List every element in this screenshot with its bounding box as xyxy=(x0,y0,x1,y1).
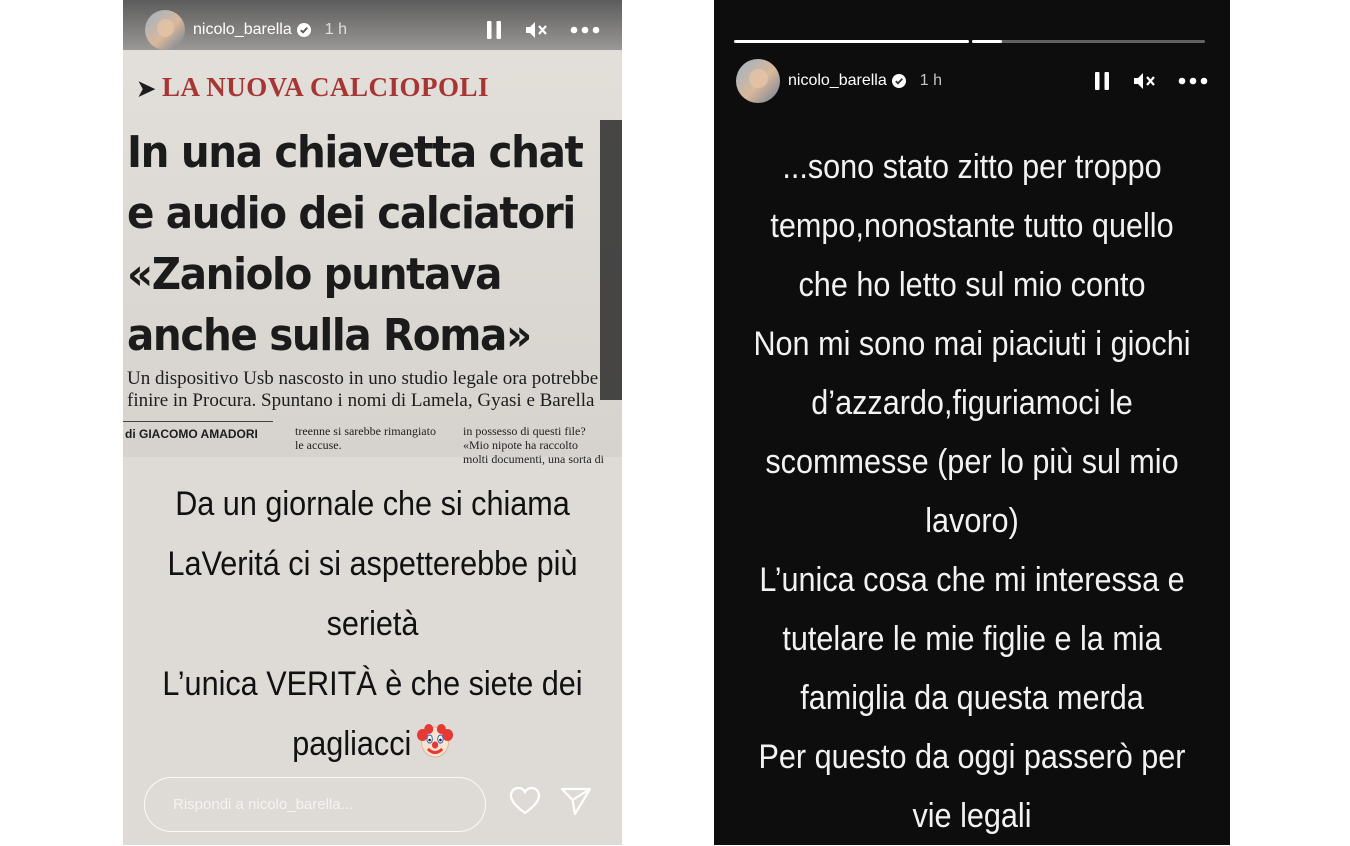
progress-fill xyxy=(972,40,1002,43)
progress-bar-1 xyxy=(734,40,969,43)
headline-line: anche sulla Roma» xyxy=(127,310,531,361)
more-icon[interactable] xyxy=(570,26,600,34)
text-line: che ho letto sul mio conto xyxy=(798,266,1146,304)
text-line: scommesse (per lo più sul mio xyxy=(765,443,1179,481)
clipping-byline: di GIACOMO AMADORI xyxy=(125,427,258,441)
verified-icon xyxy=(892,74,906,88)
reply-input[interactable] xyxy=(144,777,486,832)
clipping-deck: Un dispositivo Usb nascosto in uno studio legale ora potrebbe finire in Procura. Spuntano i nomi di Lamela, Gyasi e Barella xyxy=(127,368,599,411)
clipping-headline xyxy=(127,122,583,366)
username[interactable]: nicolo_barella xyxy=(788,72,887,89)
post-time: 1 h xyxy=(919,72,942,89)
story-controls xyxy=(1094,71,1208,91)
caption-line: LaVeritá ci si aspetterebbe più xyxy=(167,545,578,583)
clown-face-icon xyxy=(417,721,453,761)
text-line: tempo,nonostante tutto quello xyxy=(770,207,1174,245)
clipping-kicker xyxy=(137,72,489,103)
caption-line: Da un giornale che si chiama xyxy=(175,485,570,523)
story-text xyxy=(740,138,1204,846)
text-line: Non mi sono mai piaciuti i giochi xyxy=(753,325,1191,363)
post-time: 1 h xyxy=(324,21,347,38)
text-line: famiglia da questa merda xyxy=(800,679,1144,717)
caption-line: L’unica VERITÀ è che siete dei xyxy=(162,665,583,703)
text-line: vie legali xyxy=(912,797,1032,835)
text-line: lavoro) xyxy=(925,502,1019,540)
story-left[interactable] xyxy=(123,0,622,845)
headline-line: In una chiavetta chat xyxy=(127,127,583,178)
headline-line: «Zaniolo puntava xyxy=(127,249,502,300)
text-line: Per questo da oggi passerò per xyxy=(758,738,1186,776)
clipping-kicker-text: LA NUOVA CALCIOPOLI xyxy=(161,72,490,102)
story-header xyxy=(714,59,1230,103)
story-header xyxy=(123,10,622,50)
clipping-edge xyxy=(600,120,622,400)
avatar[interactable] xyxy=(145,10,185,50)
pause-icon[interactable] xyxy=(486,20,502,40)
story-right[interactable] xyxy=(714,0,1230,845)
clipping-rule xyxy=(123,421,273,422)
caption-line: pagliacci xyxy=(292,725,412,763)
more-icon[interactable] xyxy=(1178,77,1208,85)
text-line: d’azzardo,figuriamoci le xyxy=(811,384,1133,422)
clipping-column-2: treenne si sarebbe rimangiato le accuse. xyxy=(295,424,436,452)
story-caption xyxy=(148,474,597,774)
text-line: tutelare le mie figlie e la mia xyxy=(782,620,1162,658)
caption-line: serietà xyxy=(326,605,419,643)
headline-line: e audio dei calciatori xyxy=(127,188,575,239)
clipping-column-3: in possesso di questi file? «Mio nipote ha raccolto molti documenti, una sorta di xyxy=(463,424,604,466)
story-controls xyxy=(486,20,600,40)
send-icon[interactable] xyxy=(560,786,592,816)
heart-icon[interactable] xyxy=(509,786,541,816)
avatar[interactable] xyxy=(736,59,780,103)
reply-placeholder: Rispondi a nicolo_barella... xyxy=(173,796,354,813)
newspaper-clipping xyxy=(123,0,622,466)
mute-icon[interactable] xyxy=(1132,71,1156,91)
verified-icon xyxy=(297,23,311,37)
username[interactable]: nicolo_barella xyxy=(193,21,292,38)
text-line: ...sono stato zitto per troppo xyxy=(782,148,1162,186)
text-line: L’unica cosa che mi interessa e xyxy=(759,561,1185,599)
progress-bar-2 xyxy=(972,40,1205,43)
kicker-arrow-icon: ➤ xyxy=(137,76,156,101)
pause-icon[interactable] xyxy=(1094,71,1110,91)
caption-line-last xyxy=(148,714,597,774)
mute-icon[interactable] xyxy=(524,20,548,40)
